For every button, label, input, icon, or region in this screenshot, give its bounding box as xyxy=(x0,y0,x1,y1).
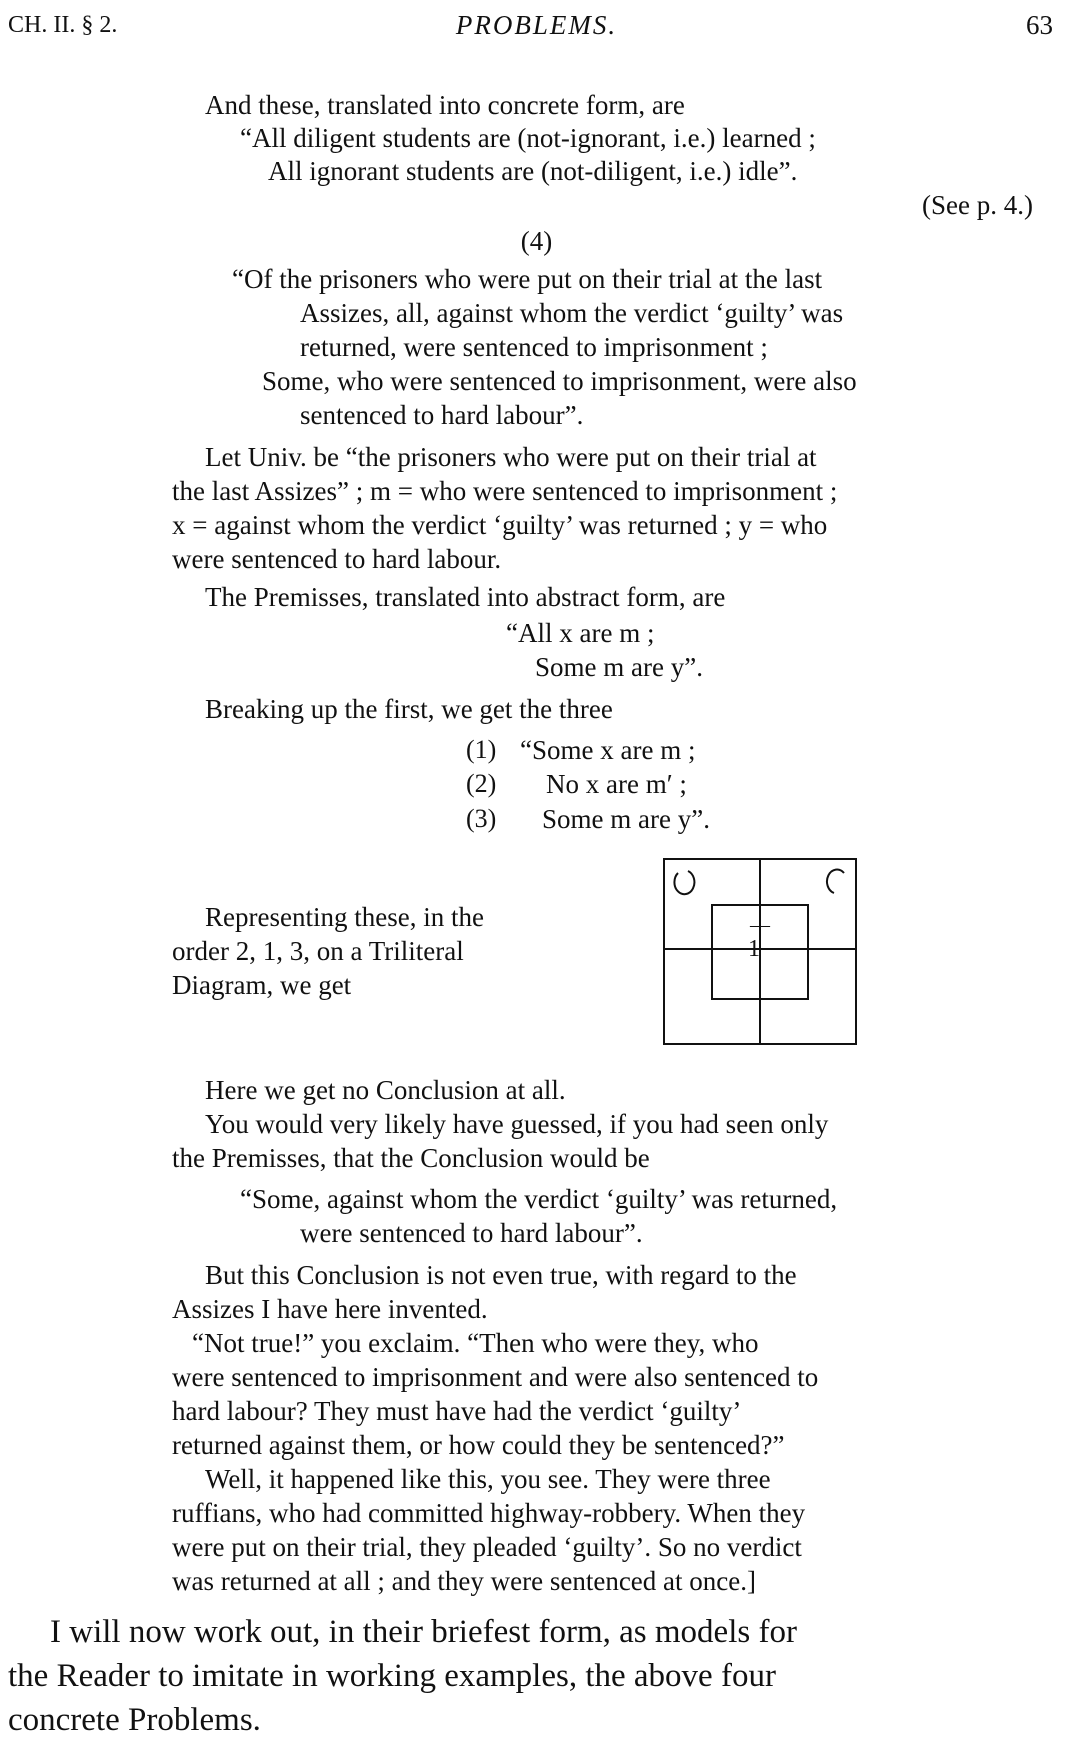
premise-line: Some, who were sentenced to imprisonment, were also xyxy=(262,366,857,396)
diagram-corner-mark-right xyxy=(827,870,844,893)
representing-line: Diagram, we get xyxy=(172,970,352,1000)
univ-definition-line: were sentenced to hard labour. xyxy=(172,544,502,574)
quote-line: “All diligent students are (not-ignorant, i.e.) learned ; xyxy=(240,123,816,153)
univ-definition-line: the last Assizes” ; m = who were sentenced to imprisonment ; xyxy=(172,476,838,506)
diagram-cell-mark-1: 1 xyxy=(748,936,760,962)
closing-line: concrete Problems. xyxy=(8,1702,261,1738)
closing-line: the Reader to imitate in working examples, the above four xyxy=(8,1658,776,1694)
item-text: “Some x are m ; xyxy=(520,735,696,765)
narrative-line: hard labour? They must have had the verdict ‘guilty’ xyxy=(172,1396,742,1426)
narrative-line: was returned at all ; and they were sentenced at once.] xyxy=(172,1566,756,1596)
guess-quote-line: were sentenced to hard labour”. xyxy=(300,1218,643,1248)
diagram-corner-mark-left xyxy=(674,871,694,894)
page-number: 63 xyxy=(1026,10,1053,40)
item-number: (2) xyxy=(466,769,497,798)
univ-definition-line: Let Univ. be “the prisoners who were put on their trial at xyxy=(205,442,817,472)
narrative-line: ruffians, who had committed highway-robbery. When they xyxy=(172,1498,806,1528)
univ-definition-line: x = against whom the verdict ‘guilty’ was returned ; y = who xyxy=(172,510,828,540)
narrative-line: returned against them, or how could they be sentenced?” xyxy=(172,1430,785,1460)
quote-line: All ignorant students are (not-diligent, i.e.) idle”. xyxy=(268,156,798,186)
item-number: (3) xyxy=(466,804,497,833)
diagram-cell-mark-0: — xyxy=(750,914,770,936)
narrative-line: Assizes I have here invented. xyxy=(172,1294,488,1324)
representing-line: order 2, 1, 3, on a Triliteral xyxy=(172,936,464,966)
narrative-line: were put on their trial, they pleaded ‘guilty’. So no verdict xyxy=(172,1532,802,1562)
guess-quote-line: “Some, against whom the verdict ‘guilty’ was returned, xyxy=(240,1184,838,1214)
triliteral-diagram-svg xyxy=(660,855,860,1050)
concrete-intro: And these, translated into concrete form, are xyxy=(205,90,685,120)
item-number: (1) xyxy=(466,735,497,764)
item-text: No x are m′ ; xyxy=(546,769,687,799)
abstract-premise: Some m are y”. xyxy=(535,652,703,682)
item-text: Some m are y”. xyxy=(542,804,710,834)
narrative-line: “Not true!” you exclaim. “Then who were they, who xyxy=(192,1328,759,1358)
narrative-line: were sentenced to imprisonment and were also sentenced to xyxy=(172,1362,819,1392)
narrative-line: But this Conclusion is not even true, with regard to the xyxy=(205,1260,797,1290)
see-reference: (See p. 4.) xyxy=(922,190,1033,220)
triliteral-diagram xyxy=(660,855,860,1050)
narrative-line: Well, it happened like this, you see. They were three xyxy=(205,1464,771,1494)
premise-line: sentenced to hard labour”. xyxy=(300,400,584,430)
chapter-reference: CH. II. § 2. xyxy=(8,12,118,38)
problem-number: (4) xyxy=(520,226,553,256)
breaking-up-line: Breaking up the first, we get the three xyxy=(205,694,613,724)
abstract-premise: “All x are m ; xyxy=(506,618,655,648)
guess-line: the Premisses, that the Conclusion would be xyxy=(172,1143,650,1173)
no-conclusion-line: Here we get no Conclusion at all. xyxy=(205,1075,566,1105)
premise-line: returned, were sentenced to imprisonment ; xyxy=(300,332,768,362)
premise-line: Assizes, all, against whom the verdict ‘guilty’ was xyxy=(300,298,844,328)
running-title: PROBLEMS. xyxy=(455,10,618,40)
closing-line: I will now work out, in their briefest form, as models for xyxy=(50,1614,797,1650)
premisses-intro: The Premisses, translated into abstract form, are xyxy=(205,582,726,612)
premise-line: “Of the prisoners who were put on their trial at the last xyxy=(232,264,823,294)
guess-line: You would very likely have guessed, if you had seen only xyxy=(205,1109,829,1139)
representing-line: Representing these, in the xyxy=(205,902,484,932)
